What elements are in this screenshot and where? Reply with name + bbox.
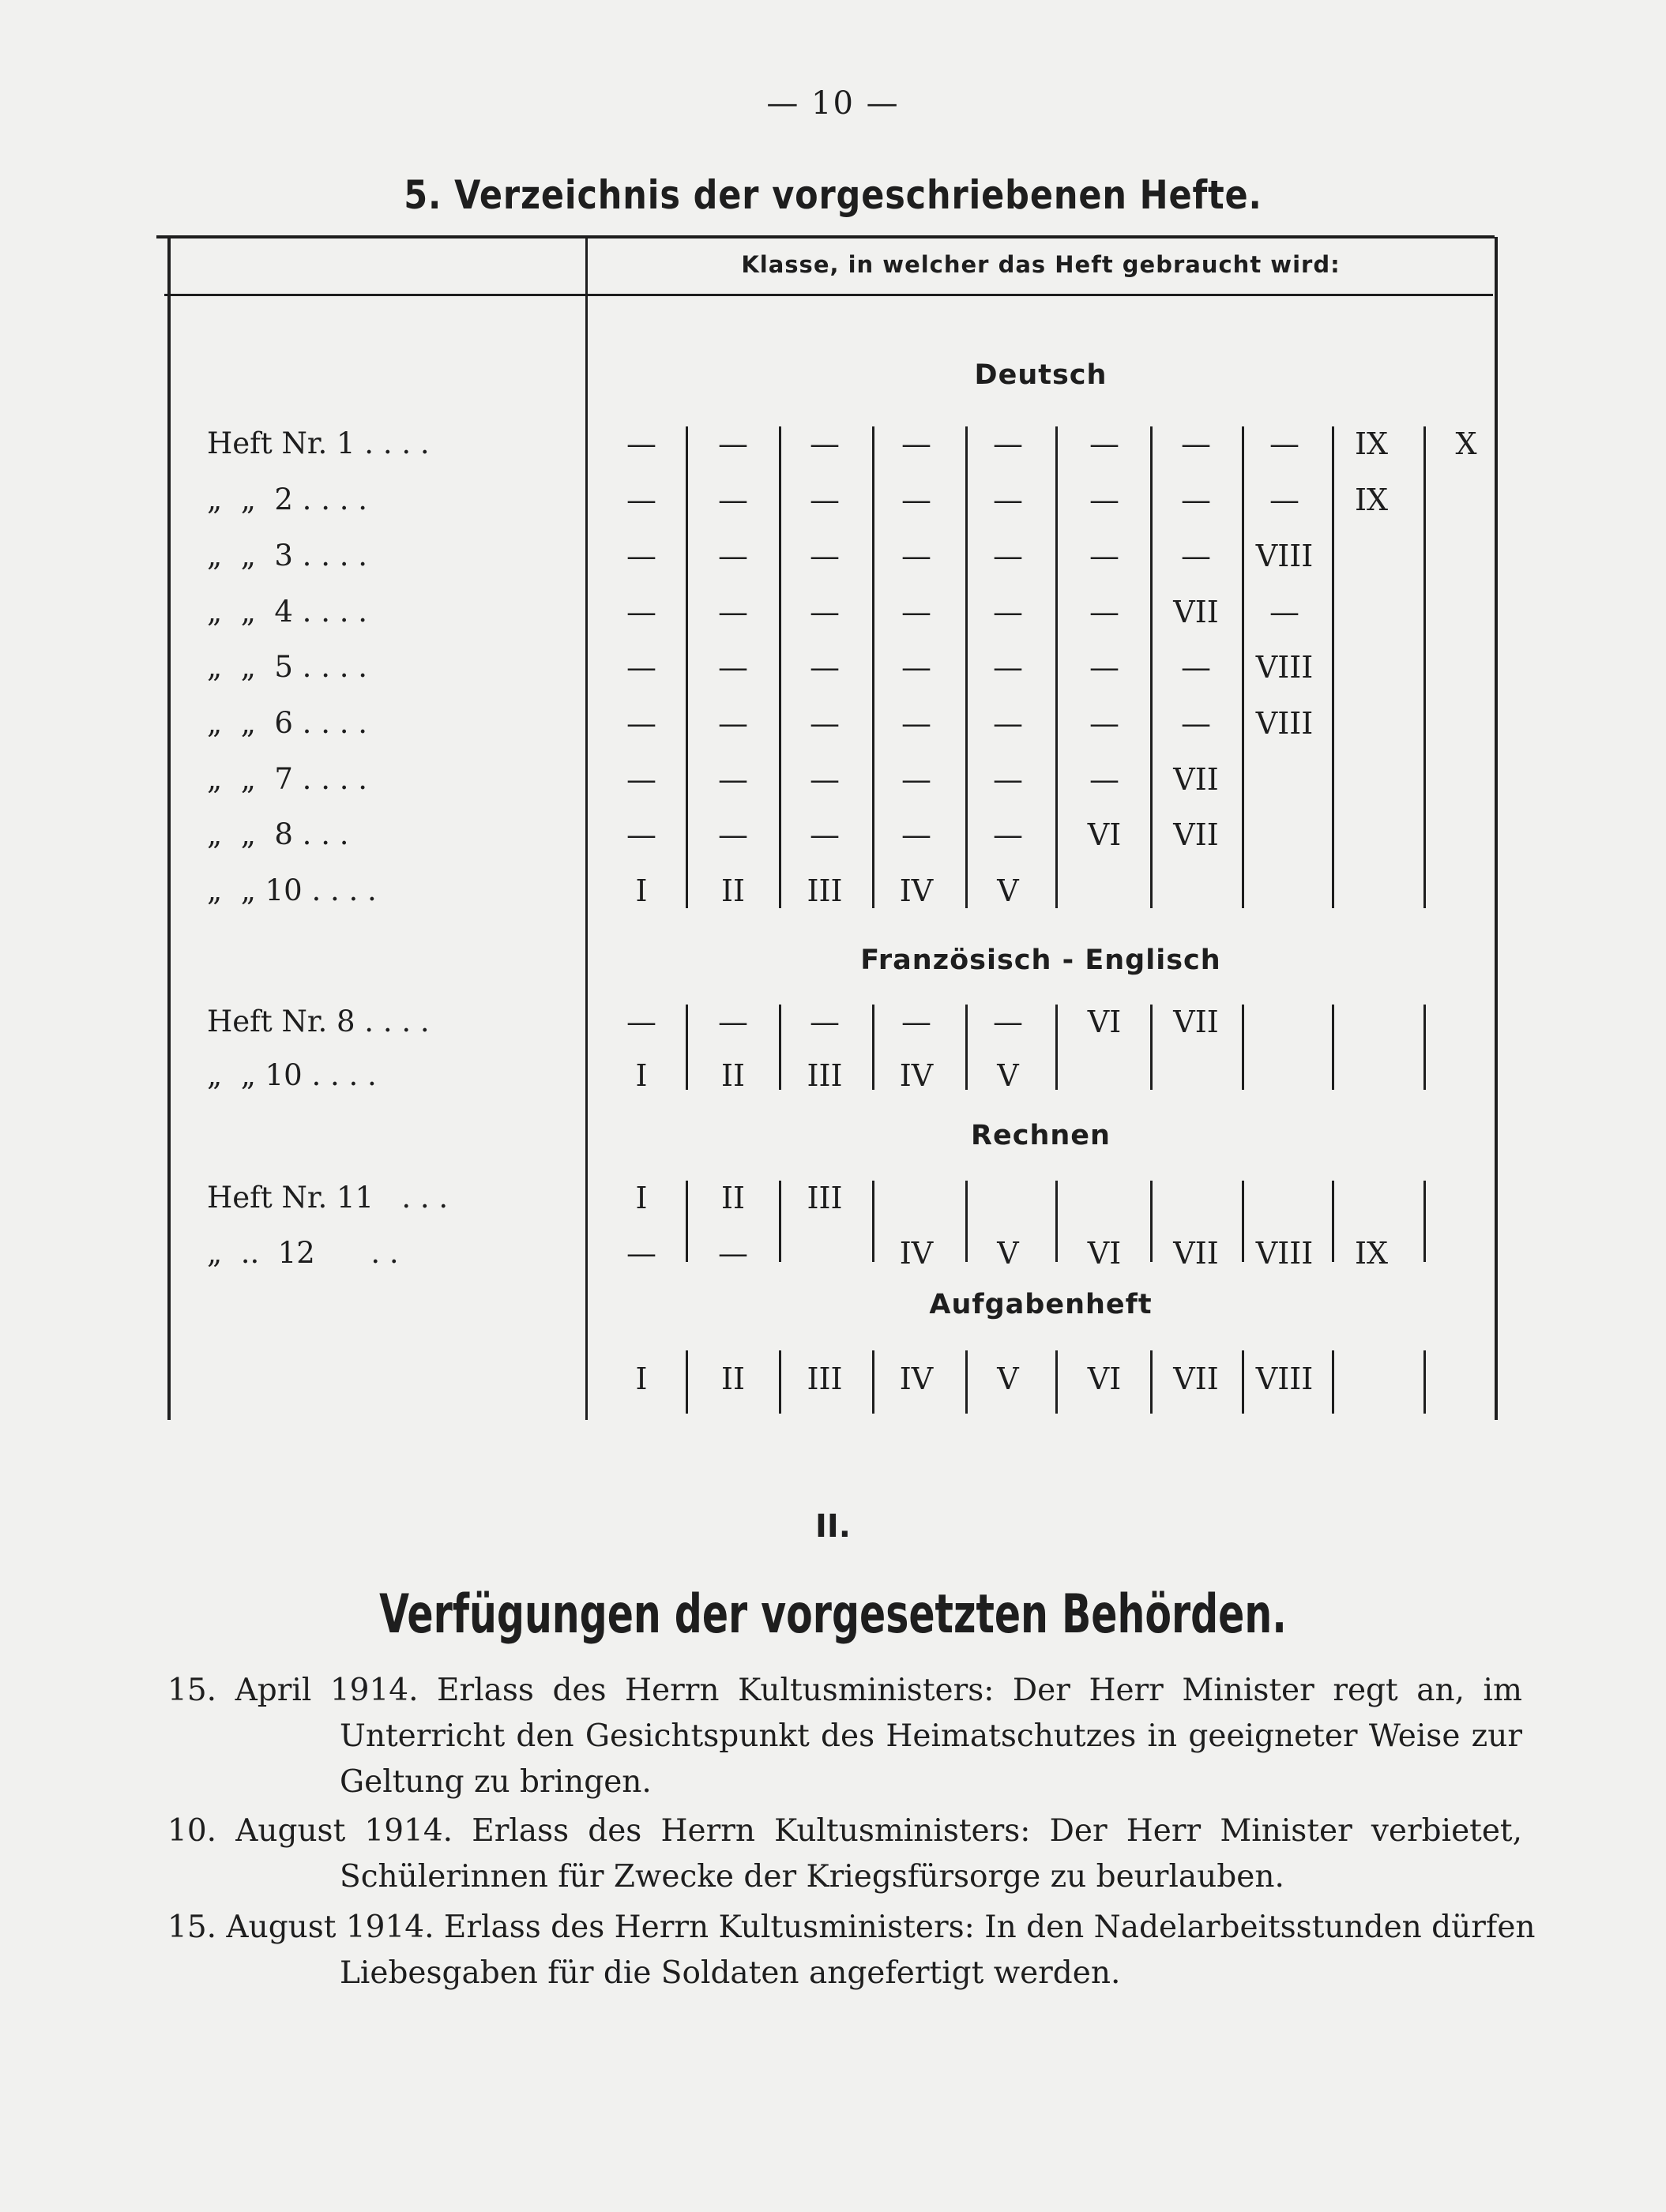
row-label: „ „ 10 . . . . [207, 1058, 377, 1092]
section-ii-title: Verfügungen der vorgesetzten Behörden. [379, 1583, 1287, 1646]
class-cell: — [810, 762, 840, 797]
column-divider [1423, 1350, 1426, 1414]
column-divider [1423, 1005, 1426, 1090]
class-cell: — [718, 650, 748, 685]
class-cell: — [901, 706, 931, 741]
class-cell: — [718, 595, 748, 629]
class-cell: IX [1354, 483, 1389, 517]
row-label: Heft Nr. 1 . . . . [207, 426, 430, 460]
decree-first-line: 15. April 1914. Erlass des Herrn Kultusministers: Der Herr Minister regt an, im [167, 1673, 1522, 1708]
row-label: „ „ 6 . . . . [207, 706, 368, 740]
class-cell: — [1269, 483, 1299, 517]
class-cell: VI [1087, 1005, 1122, 1039]
class-cell: — [810, 817, 840, 852]
class-cell: III [807, 1181, 843, 1215]
class-cell: — [1089, 595, 1119, 629]
class-cell: — [810, 426, 840, 461]
row-label: „ „ 7 . . . . [207, 762, 368, 796]
class-cell: — [1089, 650, 1119, 685]
class-cell: — [1181, 483, 1211, 517]
table-top-rule [156, 235, 1495, 238]
row-label: Heft Nr. 8 . . . . [207, 1005, 430, 1038]
class-cell: II [720, 1058, 746, 1093]
class-cell: VIII [1255, 706, 1314, 741]
decree-item [167, 1905, 1536, 1996]
class-cell: II [720, 1181, 746, 1215]
class-cell: — [718, 539, 748, 573]
class-cell: IV [899, 1236, 934, 1271]
class-cell: II [720, 1361, 746, 1396]
class-cell: — [1181, 539, 1211, 573]
class-cell: I [635, 1361, 648, 1396]
class-cell: — [993, 706, 1023, 741]
class-cell: — [993, 595, 1023, 629]
class-cell: IV [899, 1058, 934, 1093]
header-rule [164, 294, 1493, 296]
column-divider [1332, 1005, 1334, 1090]
subject-heading: Deutsch [974, 359, 1108, 391]
class-cell: X [1455, 426, 1477, 461]
table-right-border [1495, 237, 1498, 1420]
class-cell: — [901, 817, 931, 852]
class-cell: III [807, 1058, 843, 1093]
class-cell: — [1269, 595, 1299, 629]
class-cell: — [993, 483, 1023, 517]
class-cell: VIII [1255, 1361, 1314, 1396]
class-cell: — [993, 1005, 1023, 1039]
class-cell: — [626, 706, 656, 741]
class-cell: — [810, 595, 840, 629]
decree-first-line: 10. August 1914. Erlass des Herrn Kultusministers: Der Herr Minister verbietet, [167, 1813, 1522, 1849]
class-cell: — [626, 539, 656, 573]
class-cell: — [810, 1005, 840, 1039]
class-cell: — [626, 762, 656, 797]
row-label: Heft Nr. 11 . . . [207, 1181, 449, 1215]
class-cell: VI [1087, 1361, 1122, 1396]
decree-item [167, 1808, 1522, 1900]
decree-continuation: Unterricht den Gesichtspunkt des Heimatschutzes in geeigneter Weise zur Geltung zu bringen. [340, 1718, 1522, 1800]
class-cell: — [810, 706, 840, 741]
class-cell: — [901, 1005, 931, 1039]
class-cell: IX [1354, 1236, 1389, 1271]
class-cell: — [718, 1236, 748, 1271]
row-label: „ „ 2 . . . . [207, 483, 368, 516]
class-cell: — [1181, 426, 1211, 461]
class-cell: — [626, 817, 656, 852]
class-cell: VII [1173, 1361, 1219, 1396]
class-cell: — [993, 426, 1023, 461]
class-cell: — [1089, 706, 1119, 741]
section-numeral: II. [815, 1508, 851, 1545]
class-cell: I [635, 1058, 648, 1093]
row-label: „ „ 3 . . . . [207, 539, 368, 573]
class-cell: — [626, 595, 656, 629]
class-cell: VIII [1255, 539, 1314, 573]
row-label: „ „ 5 . . . . [207, 650, 368, 684]
class-cell: VII [1173, 1236, 1219, 1271]
decree-continuation: Schülerinnen für Zwecke der Kriegsfürsorge zu beurlauben. [340, 1859, 1284, 1895]
class-cell: — [1089, 426, 1119, 461]
subject-heading: Aufgabenheft [929, 1289, 1153, 1320]
class-cell: II [720, 873, 746, 908]
row-label: „ „ 8 . . . [207, 817, 349, 851]
class-cell: I [635, 873, 648, 908]
class-cell: — [810, 483, 840, 517]
class-cell: — [901, 595, 931, 629]
class-cell: VII [1173, 595, 1219, 629]
class-cell: IV [899, 1361, 934, 1396]
class-cell: VI [1087, 1236, 1122, 1271]
class-cell: — [1181, 650, 1211, 685]
class-cell: I [635, 1181, 648, 1215]
class-cell: VII [1173, 817, 1219, 852]
class-cell: — [718, 762, 748, 797]
class-cell: — [810, 650, 840, 685]
column-divider [1423, 426, 1426, 908]
class-cell: — [1181, 706, 1211, 741]
class-cell: V [997, 873, 1019, 908]
class-cell: VIII [1255, 650, 1314, 685]
subject-heading: Französisch - Englisch [860, 945, 1221, 976]
class-cell: — [718, 706, 748, 741]
class-cell: — [626, 483, 656, 517]
class-cell: IX [1354, 426, 1389, 461]
decree-item [167, 1668, 1522, 1805]
class-cell: — [626, 426, 656, 461]
class-cell: V [997, 1361, 1019, 1396]
page-number: — 10 — [766, 85, 900, 122]
class-cell: — [993, 817, 1023, 852]
class-cell: VII [1173, 762, 1219, 797]
class-cell: — [626, 1236, 656, 1271]
class-cell: — [810, 539, 840, 573]
subject-heading: Rechnen [971, 1120, 1111, 1151]
class-cell: VI [1087, 817, 1122, 852]
decree-continuation: Liebesgaben für die Soldaten angefertigt werden. [340, 1955, 1121, 1991]
decree-first-line: 15. August 1914. Erlass des Herrn Kultusministers: In den Nadelarbeitsstunden dürfen [167, 1910, 1536, 1945]
class-cell: — [1089, 539, 1119, 573]
class-cell: — [901, 762, 931, 797]
class-cell: — [901, 650, 931, 685]
row-label: „ „ 4 . . . . [207, 595, 368, 629]
row-label: „ „ 10 . . . . [207, 873, 377, 907]
class-cell: — [993, 539, 1023, 573]
class-cell: — [626, 650, 656, 685]
label-column-divider [585, 237, 588, 1420]
class-cell: — [718, 1005, 748, 1039]
class-cell: III [807, 873, 843, 908]
class-cell: V [997, 1236, 1019, 1271]
class-cell: — [1089, 762, 1119, 797]
column-divider [1423, 1181, 1426, 1262]
class-cell: VII [1173, 1005, 1219, 1039]
class-cell: IV [899, 873, 934, 908]
row-label: „ .. 12 . . [207, 1236, 399, 1270]
class-cell: — [718, 483, 748, 517]
class-cell: — [901, 539, 931, 573]
class-cell: — [1089, 483, 1119, 517]
class-cell: — [718, 817, 748, 852]
class-cell: — [901, 483, 931, 517]
section-title: 5. Verzeichnis der vorgeschriebenen Hefte. [404, 172, 1262, 218]
class-cell: — [1269, 426, 1299, 461]
column-header: Klasse, in welcher das Heft gebraucht wird: [741, 251, 1341, 278]
class-cell: V [997, 1058, 1019, 1093]
table-left-border [167, 237, 171, 1420]
class-cell: III [807, 1361, 843, 1396]
column-divider [1332, 1350, 1334, 1414]
class-cell: VIII [1255, 1236, 1314, 1271]
class-cell: — [993, 650, 1023, 685]
class-cell: — [993, 762, 1023, 797]
class-cell: — [718, 426, 748, 461]
class-cell: — [626, 1005, 656, 1039]
class-cell: — [901, 426, 931, 461]
